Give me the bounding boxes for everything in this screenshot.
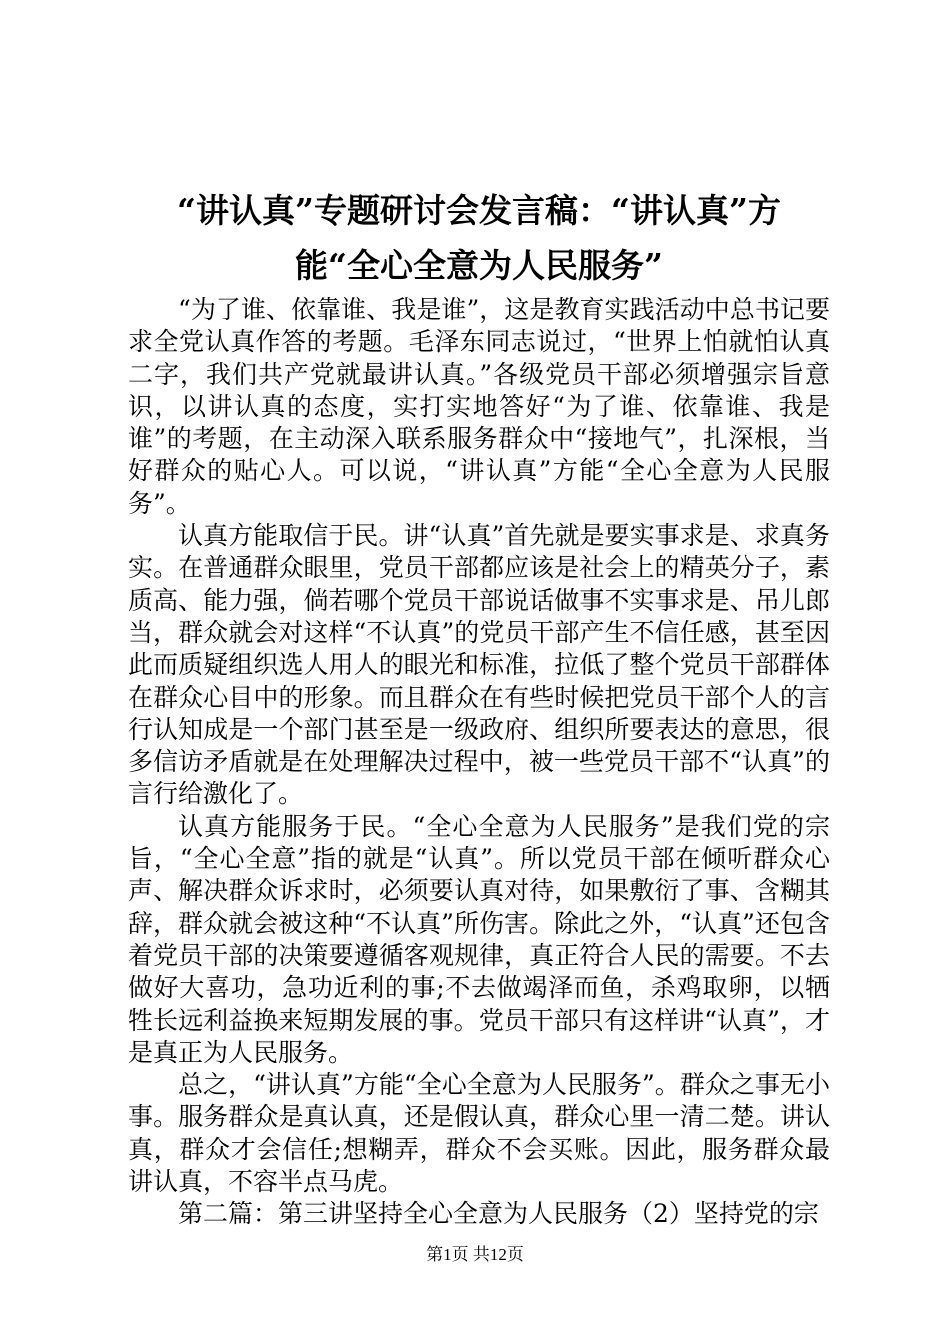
document-title	[128, 183, 830, 293]
document-body	[128, 294, 830, 1231]
paragraph-3: 认真方能服务于民。“全心全意为人民服务”是我们党的宗旨，“全心全意”指的就是“认真”。所以党员干部在倾听群众心声、解决群众诉求时，必须要认真对待，如果敷衍了事、含糊其辞，群众就会被这种“不认真”所伤害。除此之外，“认真”还包含着党员干部的决策要遵循客观规律，真正符合人民的需要。不去做好大喜功，急功近利的事;不去做竭泽而鱼，杀鸡取卵，以牺牲长远利益换来短期发展的事。党员干部只有这样讲“认真”，才是真正为人民服务。	[128, 811, 830, 1067]
paragraph-2: 认真方能取信于民。讲“认真”首先就是要实事求是、求真务实。在普通群众眼里，党员干部都应该是社会上的精英分子，素质高、能力强，倘若哪个党员干部说话做事不实事求是、吊儿郎当，群众就会对这样“不认真”的党员干部产生不信任感，甚至因此而质疑组织选人用人的眼光和标准，拉低了整个党员干部群体在群众心目中的形象。而且群众在有些时候把党员干部个人的言行认知成是一个部门甚至是一级政府、组织所要表达的意思，很多信访矛盾就是在处理解决过程中，被一些党员干部不“认真”的言行给激化了。	[128, 521, 830, 809]
title-line-1: “讲认真”专题研讨会发言稿：“讲认真”方	[177, 191, 781, 230]
paragraph-1: “为了谁、依靠谁、我是谁”，这是教育实践活动中总书记要求全党认真作答的考题。毛泽东同志说过，“世界上怕就怕认真二字，我们共产党就最讲认真。”各级党员干部必须增强宗旨意识，以讲认真的态度，实打实地答好“为了谁、依靠谁、我是谁”的考题，在主动深入联系服务群众中“接地气”，扎深根，当好群众的贴心人。可以说，“讲认真”方能“全心全意为人民服务”。	[128, 295, 830, 518]
page-number-footer: 第1页 共12页	[426, 1245, 524, 1264]
paragraph-5: 第二篇：第三讲坚持全心全意为人民服务（2）坚持党的宗	[178, 1199, 819, 1229]
paragraph-4: 总之，“讲认真”方能“全心全意为人民服务”。群众之事无小事。服务群众是真认真，还是假认真，群众心里一清二楚。讲认真，群众才会信任;想糊弄，群众不会买账。因此，服务群众最讲认真，不容半点马虎。	[128, 1070, 830, 1197]
title-line-2: 能“全心全意为人民服务”	[295, 246, 663, 285]
